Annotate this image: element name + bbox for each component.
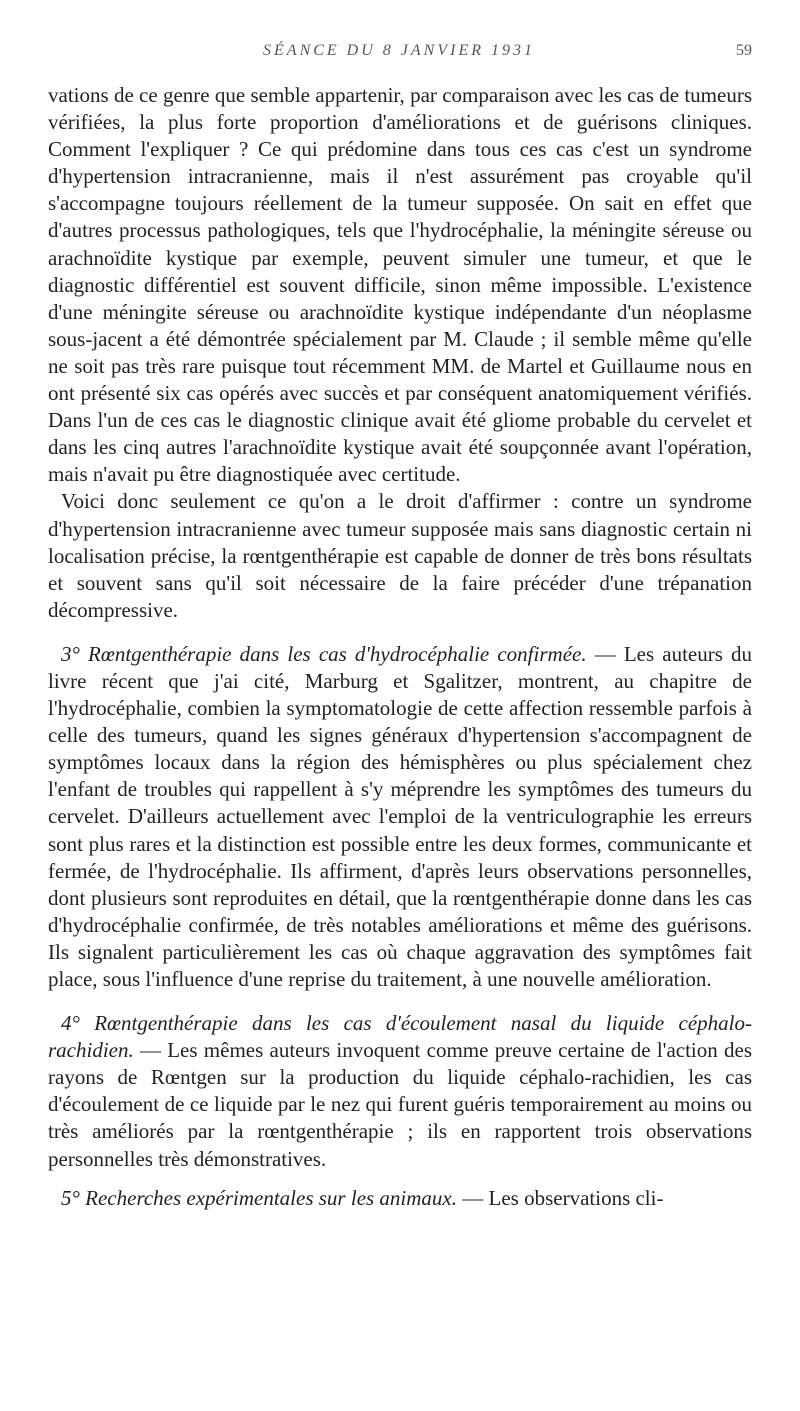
- paragraph-text: Voici donc seulement ce qu'on a le droit d'affirmer : contre un syndrome d'hypertension intracranienne avec tumeur supposée mais sans diagnostic certain ni localisation précise, la rœntgenthérapie est capable de donner de très bons résultats et souvent sans qu'il soit nécessaire de la faire précéder d'une trépanation décompressive.: [48, 489, 752, 622]
- paragraph-text: — Les mêmes auteurs invoquent comme preuve certaine de l'action des rayons de Rœntgen sur la production du liquide céphalo-rachidien, les cas d'écoulement de ce liquide par le nez qui furent guéris temporairement au moins ou très améliorés par la rœntgenthérapie ; ils en rapportent trois observations personnelles très démonstratives.: [48, 1038, 752, 1171]
- section-heading: 5° Recherches expérimentales sur les animaux.: [61, 1185, 458, 1210]
- page-number: 59: [736, 42, 752, 59]
- paragraph-text: vations de ce genre que semble appartenir, par comparaison avec les cas de tumeurs vérifiées, la plus forte proportion d'améliorations et de guérisons cliniques. Comment l'expliquer ? Ce qui prédomine dans tous ces cas c'est un syndrome d'hypertension intracranienne, mais il n'est assurément pas croyable qu'il s'accompagne toujours réellement de la tumeur supposée. On sait en effet que d'autres processus pathologiques, tels que l'hydrocéphalie, la méningite séreuse ou arachnoïdite kystique par exemple, peuvent simuler une tumeur, et que le diagnostic différentiel est souvent difficile, sinon même impossible. L'existence d'une méningite séreuse ou arachnoïdite kystique indépendante d'un néoplasme sous-jacent a été démontrée spécialement par M. Claude ; il semble même qu'elle ne soit pas très rare puisque tout récemment MM. de Martel et Guillaume nous en ont présenté six cas opérés avec succès et par conséquent anatomiquement vérifiés. Dans l'un de ces cas le diagnostic clinique avait été gliome probable du cervelet et dans les cinq autres l'arachnoïdite kystique avait été soupçonnée avant l'opération, mais n'avait pu être diagnostiquée avec certitude.: [48, 83, 752, 487]
- paragraph-conclusion: [48, 488, 752, 623]
- section-3-hydrocephalie: [48, 641, 752, 993]
- running-title: SÉANCE DU 8 JANVIER 1931: [263, 42, 535, 59]
- paragraph-text: — Les auteurs du livre récent que j'ai cité, Marburg et Sgalitzer, montrent, au chapitre de l'hydrocéphalie, combien la symptomatologie de cette affection ressemble parfois à celle des tumeurs, quand les signes généraux d'hypertension s'accompagnent de symptômes locaux dans la région des hémisphères ou plus spécialement chez l'enfant de troubles qui rappellent à s'y méprendre les symptômes des tumeurs du cervelet. D'ailleurs actuellement avec l'emploi de la ventriculographie les erreurs sont plus rares et la distinction est possible entre les deux formes, communicante et fermée, de l'hydrocéphalie. Ils affirment, d'après leurs observations personnelles, dont plusieurs sont reproduites en détail, que la rœntgenthérapie donne dans les cas d'hydrocéphalie confirmée, de très notables améliorations et même des guérisons. Ils signalent particulièrement les cas où chaque aggravation des symptômes fait place, sous l'influence d'une reprise du traitement, à une nouvelle amélioration.: [48, 641, 752, 991]
- section-heading: 4° Rœntgenthérapie dans les cas d'écoulement nasal du liquide céphalo-rachidien.: [48, 1011, 752, 1063]
- section-4-ecoulement-nasal: [48, 1010, 752, 1173]
- running-header: [46, 42, 752, 66]
- paragraph-continuation: [48, 82, 752, 488]
- section-heading: 3° Rœntgenthérapie dans les cas d'hydrocéphalie confirmée.: [61, 641, 587, 666]
- body-text: [48, 82, 752, 1212]
- paragraph-text: — Les observations cli-: [457, 1185, 664, 1210]
- section-5-recherches: [48, 1185, 752, 1212]
